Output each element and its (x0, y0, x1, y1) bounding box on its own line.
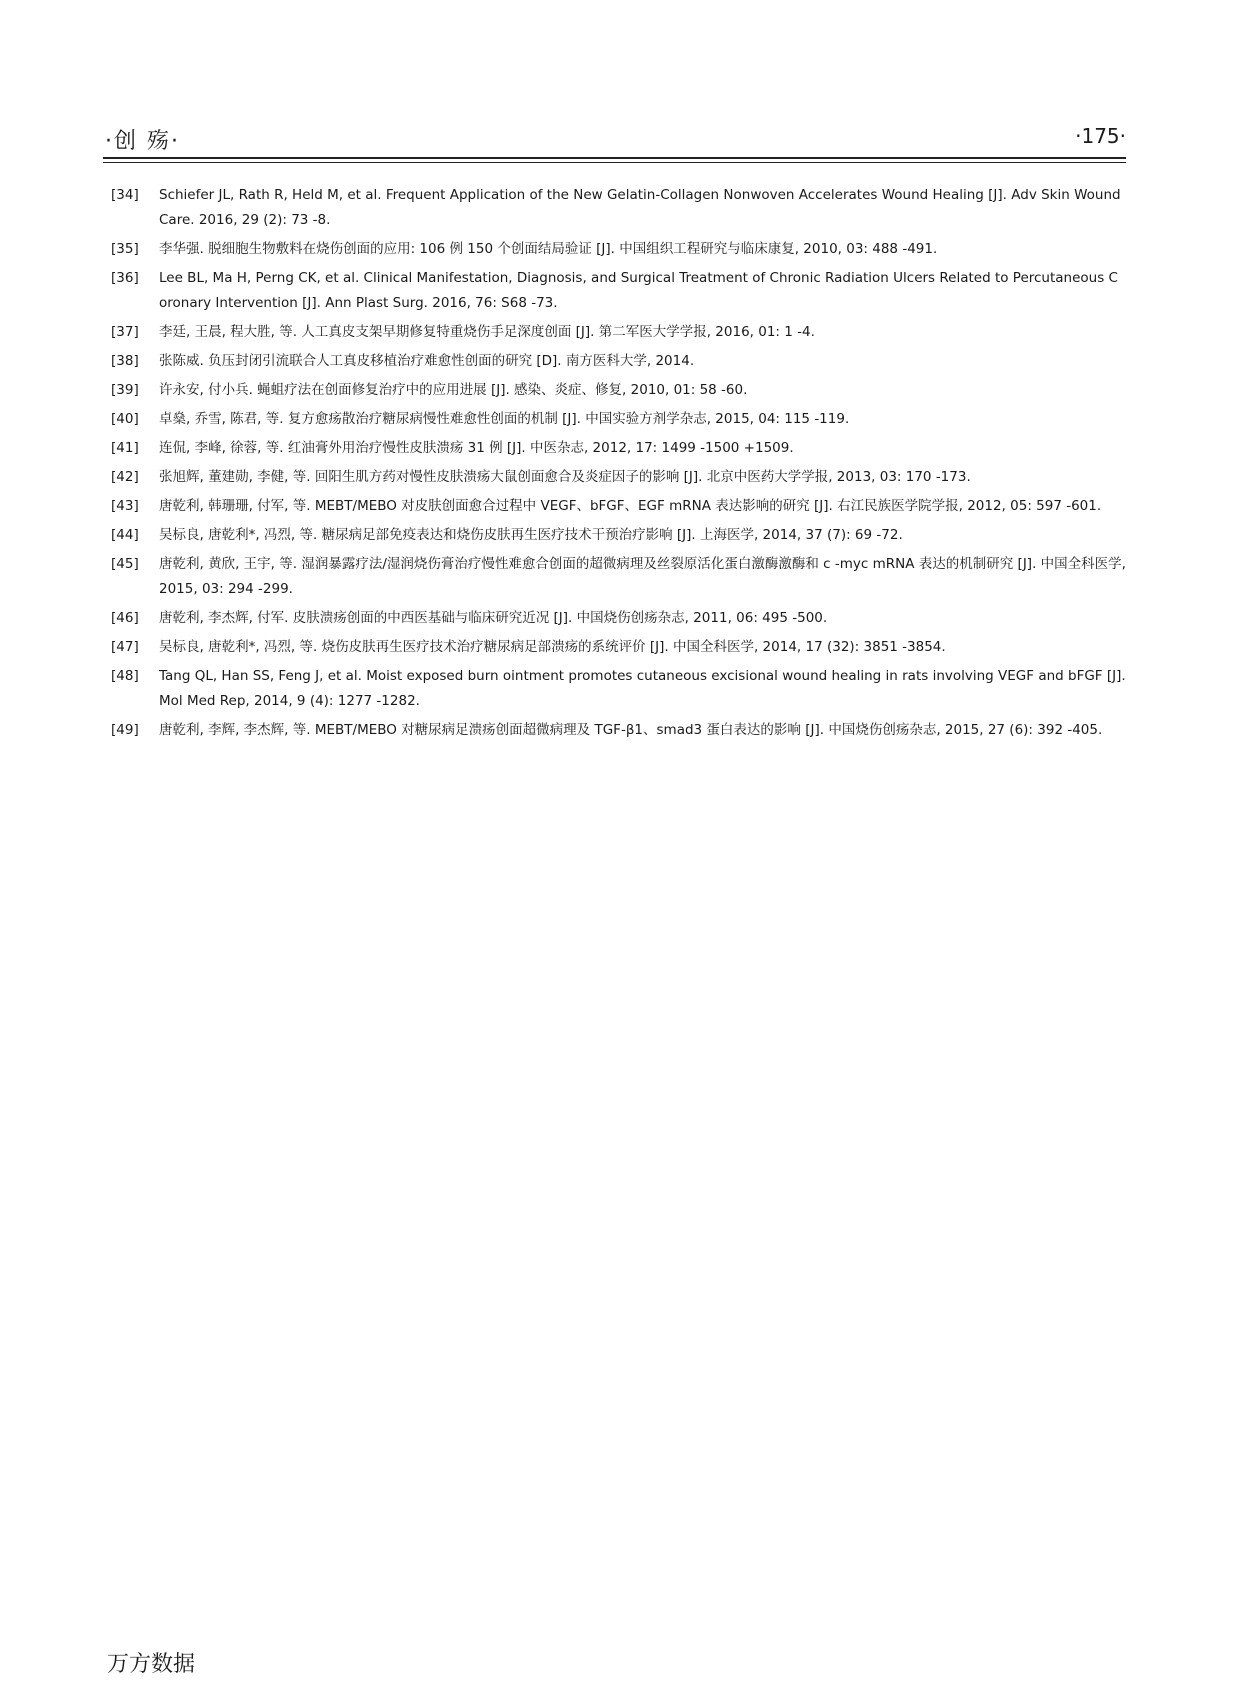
page-number: ·175· (1075, 124, 1126, 148)
page-header (103, 118, 1126, 158)
reference-item (103, 465, 1126, 490)
reference-item (103, 320, 1126, 345)
reference-text: 李华强. 脱细胞生物敷料在烧伤创面的应用: 106 例 150 个创面结局验证 [J]. 中国组织工程研究与临床康复, 2010, 03: 488 -491. (159, 241, 938, 257)
header-rule-thin (103, 162, 1126, 163)
reference-number: [42] (111, 469, 139, 485)
reference-text: 许永安, 付小兵. 蝇蛆疗法在创面修复治疗中的应用进展 [J]. 感染、炎症、修复, 2010, 01: 58 -60. (159, 382, 748, 398)
reference-item (103, 606, 1126, 631)
reference-number: [45] (111, 556, 139, 572)
reference-list (103, 183, 1126, 747)
reference-number: [48] (111, 668, 139, 684)
reference-number: [38] (111, 353, 139, 369)
reference-item (103, 664, 1126, 714)
reference-item (103, 635, 1126, 660)
header-rule-thick (103, 157, 1126, 159)
reference-text: 吴标良, 唐乾利*, 冯烈, 等. 烧伤皮肤再生医疗技术治疗糖尿病足部溃疡的系统评价 [J]. 中国全科医学, 2014, 17 (32): 3851 -3854. (159, 639, 946, 655)
reference-number: [39] (111, 382, 139, 398)
reference-item (103, 183, 1126, 233)
reference-number: [34] (111, 187, 139, 203)
reference-text: 唐乾利, 黄欣, 王宇, 等. 湿润暴露疗法/湿润烧伤膏治疗慢性难愈合创面的超微病理及丝裂原活化蛋白激酶激酶和 c -myc mRNA 表达的机制研究 [J]. 中国全科医学, 2015, 03: 294 -299. (159, 556, 1126, 597)
reference-text: 唐乾利, 韩珊珊, 付军, 等. MEBT/MEBO 对皮肤创面愈合过程中 VEGF、bFGF、EGF mRNA 表达影响的研究 [J]. 右江民族医学院学报, 2012, 05: 597 -601. (159, 498, 1102, 514)
reference-item (103, 266, 1126, 316)
reference-item (103, 378, 1126, 403)
reference-item (103, 523, 1126, 548)
reference-number: [35] (111, 241, 139, 257)
reference-number: [43] (111, 498, 139, 514)
reference-text: 唐乾利, 李杰辉, 付军. 皮肤溃疡创面的中西医基础与临床研究近况 [J]. 中国烧伤创疡杂志, 2011, 06: 495 -500. (159, 610, 828, 626)
reference-number: [37] (111, 324, 139, 340)
reference-number: [36] (111, 270, 139, 286)
footer-watermark: 万方数据 (107, 1652, 196, 1677)
reference-text: 唐乾利, 李辉, 李杰辉, 等. MEBT/MEBO 对糖尿病足溃疡创面超微病理及 TGF-β1、smad3 蛋白表达的影响 [J]. 中国烧伤创疡杂志, 2015, 27 (6): 392 -405. (159, 722, 1103, 738)
reference-text: 连侃, 李峰, 徐蓉, 等. 红油膏外用治疗慢性皮肤溃疡 31 例 [J]. 中医杂志, 2012, 17: 1499 -1500 +1509. (159, 440, 794, 456)
reference-item (103, 552, 1126, 602)
reference-text: 卓燊, 乔雪, 陈君, 等. 复方愈疡散治疗糖尿病慢性难愈性创面的机制 [J]. 中国实验方剂学杂志, 2015, 04: 115 -119. (159, 411, 850, 427)
reference-item (103, 718, 1126, 743)
reference-text: 吴标良, 唐乾利*, 冯烈, 等. 糖尿病足部免疫表达和烧伤皮肤再生医疗技术干预治疗影响 [J]. 上海医学, 2014, 37 (7): 69 -72. (159, 527, 903, 543)
reference-number: [41] (111, 440, 139, 456)
journal-section-title: ·创 殇· (105, 129, 180, 154)
reference-text: 张旭辉, 董建勋, 李健, 等. 回阳生肌方药对慢性皮肤溃疡大鼠创面愈合及炎症因子的影响 [J]. 北京中医药大学学报, 2013, 03: 170 -173. (159, 469, 971, 485)
reference-text: 李廷, 王晨, 程大胜, 等. 人工真皮支架早期修复特重烧伤手足深度创面 [J]. 第二军医大学学报, 2016, 01: 1 -4. (159, 324, 815, 340)
reference-item (103, 349, 1126, 374)
reference-number: [49] (111, 722, 139, 738)
reference-text: 张陈威. 负压封闭引流联合人工真皮移植治疗难愈性创面的研究 [D]. 南方医科大学, 2014. (159, 353, 695, 369)
reference-item (103, 494, 1126, 519)
reference-number: [46] (111, 610, 139, 626)
reference-item (103, 407, 1126, 432)
reference-number: [40] (111, 411, 139, 427)
reference-text: Tang QL, Han SS, Feng J, et al. Moist exposed burn ointment promotes cutaneous excisional wound healing in rats involving VEGF and bFGF [J]. Mol Med Rep, 2014, 9 (4): 1277 -1282. (159, 668, 1126, 709)
reference-number: [44] (111, 527, 139, 543)
reference-number: [47] (111, 639, 139, 655)
reference-text: Schiefer JL, Rath R, Held M, et al. Frequent Application of the New Gelatin-Collagen Nonwoven Accelerates Wound Healing [J]. Adv Skin Wound Care. 2016, 29 (2): 73 -8. (159, 187, 1121, 228)
reference-item (103, 237, 1126, 262)
reference-text: Lee BL, Ma H, Perng CK, et al. Clinical Manifestation, Diagnosis, and Surgical Treatment of Chronic Radiation Ulcers Related to Percutaneous Coronary Intervention [J]. Ann Plast Surg. 2016, 76: S68 -73. (159, 270, 1118, 311)
reference-item (103, 436, 1126, 461)
